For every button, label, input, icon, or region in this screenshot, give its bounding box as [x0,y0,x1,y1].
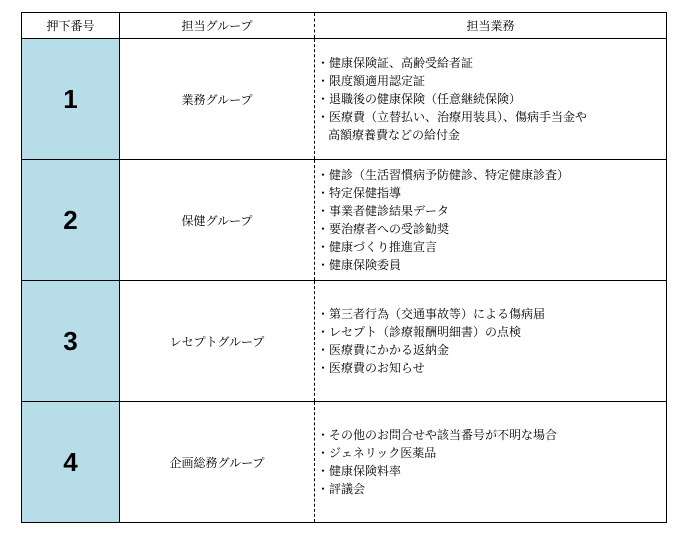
table-row-4 [22,402,667,523]
duty-item: ・医療費（立替払い、治療用装具）、傷病手当金や [317,110,588,124]
row-duties [315,402,667,523]
duty-item: ・健康保険料率 [317,464,402,478]
duty-item: ・第三者行為（交通事故等）による傷病届 [317,307,546,321]
duty-item: ・退職後の健康保険（任意継続保険） [317,92,522,106]
duty-item: ・特定保健指導 [317,186,402,200]
duty-item: ・事業者健診結果データ [317,204,450,218]
duty-item: ・医療費にかかる返納金 [317,343,450,357]
table-header-row [22,13,667,39]
duty-item: ・健康保険委員 [317,258,402,272]
row-group: 業務グループ [120,39,315,160]
header-group: 担当グループ [120,13,315,39]
duty-item: ・健康づくり推進宣言 [317,240,438,254]
duty-item-continuation: 高額療養費などの給付金 [328,128,461,142]
table-row-2 [22,160,667,281]
table-row-3 [22,281,667,402]
table-row-1 [22,39,667,160]
row-group: 企画総務グループ [120,402,315,523]
duty-item: ・健診（生活習慣病予防健診、特定健康診査） [317,168,570,182]
row-number: 2 [22,160,120,281]
duty-item: ・要治療者への受診勧奨 [317,222,450,236]
duty-item: ・ジェネリック医薬品 [317,446,437,460]
row-number: 4 [22,402,120,523]
header-duties: 担当業務 [315,13,667,39]
row-group: レセプトグループ [120,281,315,402]
duty-item: ・医療費のお知らせ [317,361,425,375]
duty-item: ・限度額適用認定証 [317,74,426,88]
duty-item: ・その他のお問合せや該当番号が不明な場合 [317,428,558,442]
row-duties [315,39,667,160]
duty-item: ・評議会 [317,482,366,496]
duty-item: ・レセプト（診療報酬明細書）の点検 [317,325,522,339]
row-duties [315,160,667,281]
row-number: 1 [22,39,120,160]
row-duties [315,281,667,402]
header-number: 押下番号 [22,13,120,39]
row-number: 3 [22,281,120,402]
row-group: 保健グループ [120,160,315,281]
contact-group-table [21,12,667,523]
duty-item: ・健康保険証、高齢受給者証 [317,56,474,70]
